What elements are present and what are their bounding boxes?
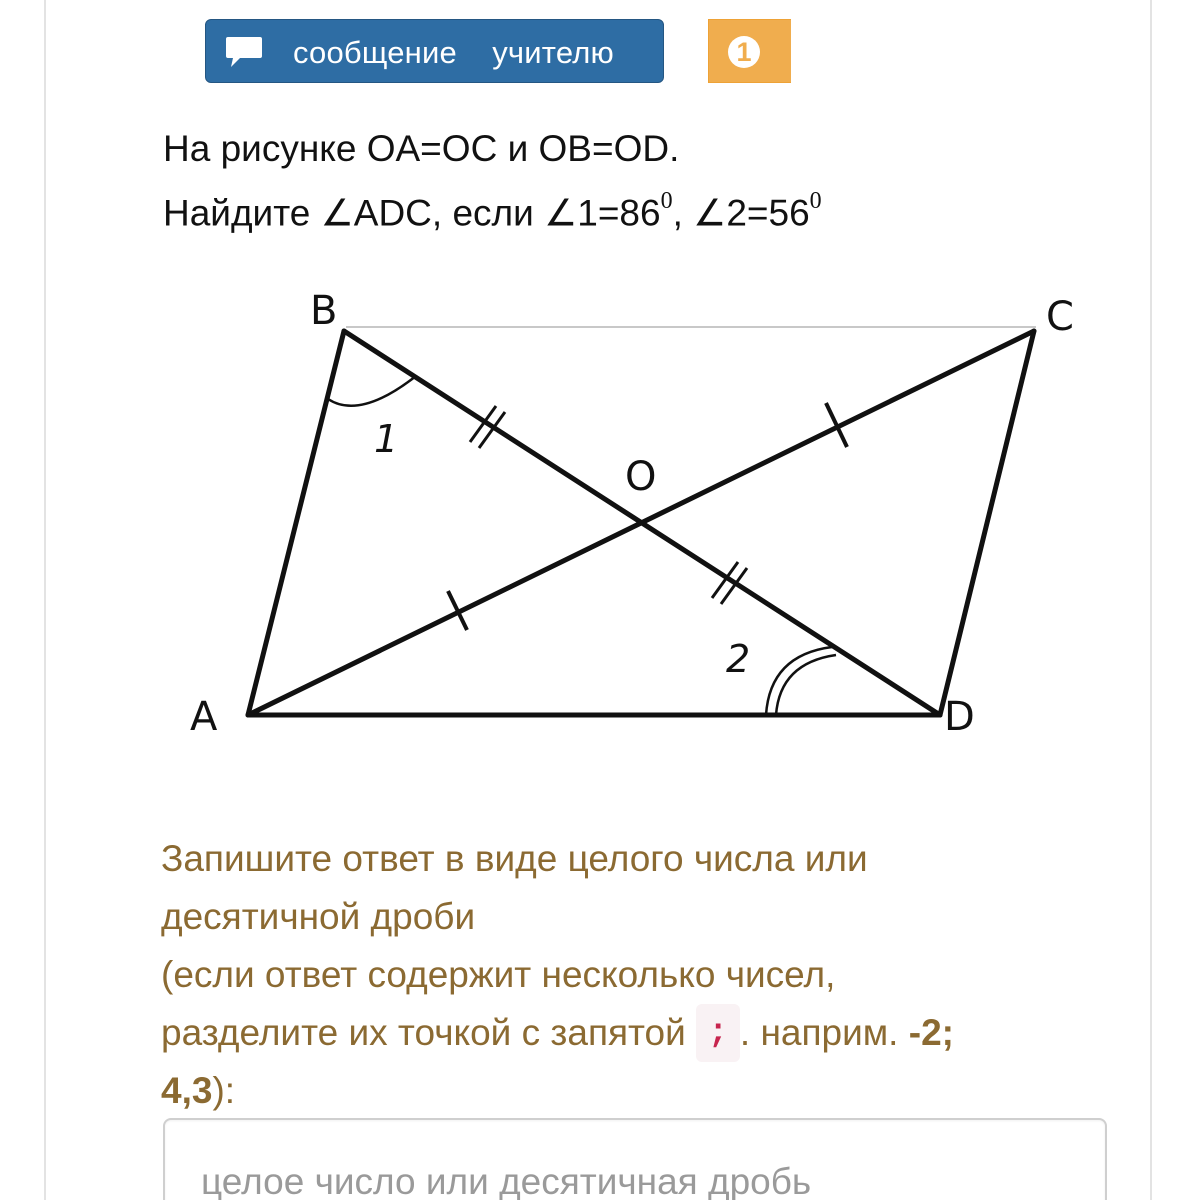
geometry-diagram: [170, 270, 1100, 750]
degree-sup-1: 0: [660, 188, 673, 214]
instructions-line-5: [161, 1062, 1081, 1120]
instructions-line-1: Запишите ответ в виде целого числа или: [161, 838, 868, 879]
label-angle-1: 1: [374, 417, 399, 461]
speech-bubble-icon: [224, 34, 264, 70]
label-point-c: C: [1046, 294, 1074, 340]
separator-code: ;: [696, 1004, 740, 1062]
label-angle-2: 2: [726, 637, 751, 681]
angle-2-arc-inner: [776, 655, 836, 715]
instructions-line-5-suffix: ):: [212, 1070, 236, 1111]
answer-input[interactable]: [163, 1118, 1107, 1200]
segment-cd: [940, 331, 1034, 715]
question-line-2-mid: , ∠2=56: [672, 192, 810, 234]
label-point-d: D: [944, 694, 975, 740]
badge-count: 1: [728, 36, 760, 68]
label-point-b: B: [310, 288, 338, 334]
example-part-2: 4,3: [161, 1070, 213, 1111]
segment-ab: [248, 331, 344, 715]
instructions-line-4-prefix: разделите их точкой с запятой: [161, 1012, 697, 1053]
instructions-line-4: [161, 1004, 1081, 1062]
question-line-2-part: Найдите ∠ADC, если ∠1=86: [163, 192, 661, 234]
question-line-1: На рисунке OA=OC и OB=OD.: [163, 128, 680, 169]
instructions-line-3: (если ответ содержит несколько чисел,: [161, 954, 836, 995]
instructions-line-2: десятичной дроби: [161, 896, 476, 937]
label-point-o: O: [625, 454, 657, 500]
angle-1-arc: [328, 376, 416, 406]
question-text: [163, 120, 822, 241]
answer-instructions: [161, 830, 1081, 1120]
instructions-line-4-suffix: . наприм.: [739, 1012, 909, 1053]
diagonal-ac: [248, 331, 1034, 715]
degree-sup-2: 0: [809, 188, 822, 214]
label-point-a: A: [190, 694, 218, 740]
message-teacher-button[interactable]: [205, 19, 664, 83]
message-teacher-label: сообщение учителю: [293, 35, 614, 70]
notification-badge[interactable]: [708, 19, 791, 83]
example-part-1: -2;: [908, 1012, 954, 1053]
question-line-2: [163, 177, 822, 241]
